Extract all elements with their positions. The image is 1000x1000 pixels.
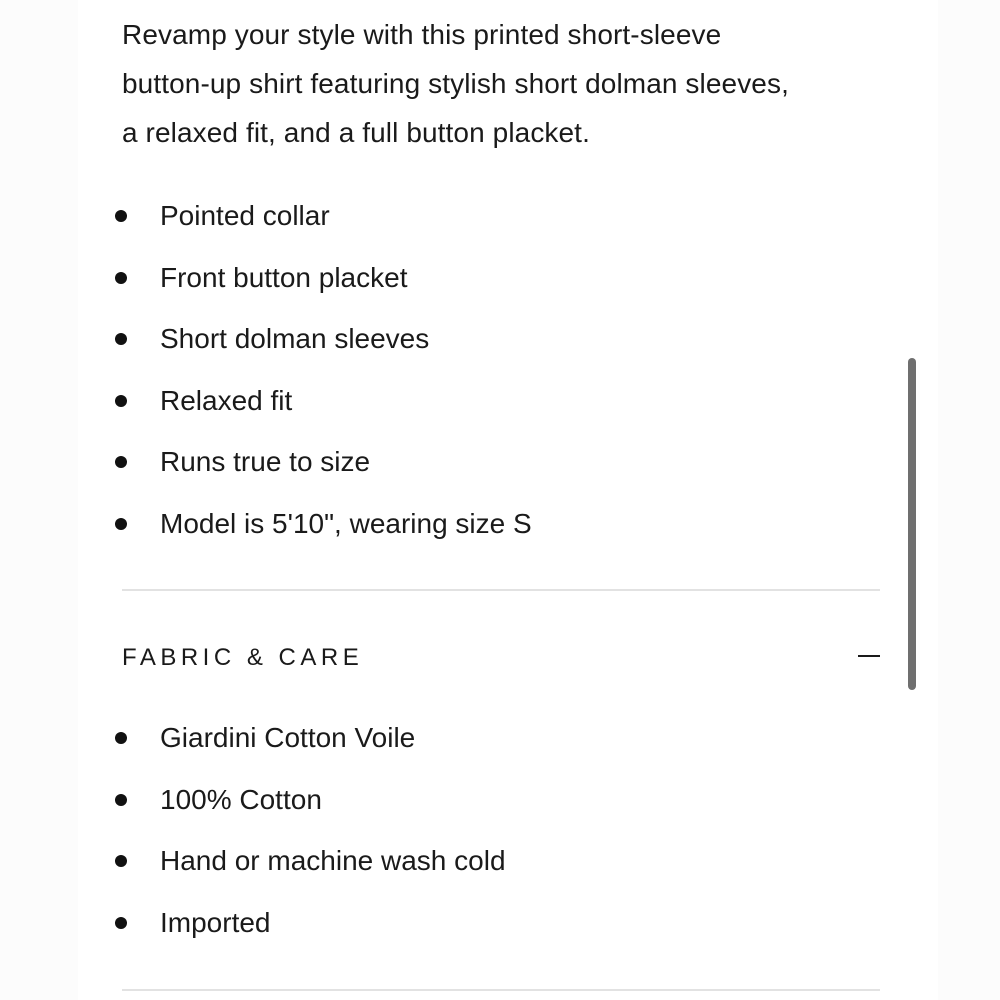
fabric-care-text: Imported: [160, 906, 271, 938]
feature-text: Runs true to size: [160, 446, 371, 478]
feature-text: Front button placket: [160, 261, 408, 293]
list-item: [0, 185, 800, 247]
fabric-care-title: FABRIC & CARE: [122, 644, 364, 671]
bullet-icon: [115, 333, 127, 345]
bullet-icon: [115, 210, 127, 222]
list-item: [0, 308, 800, 370]
bullet-icon: [115, 395, 127, 407]
fabric-care-text: Giardini Cotton Voile: [160, 722, 416, 753]
list-item: [0, 707, 800, 769]
feature-text: Short dolman sleeves: [160, 323, 430, 355]
bullet-icon: [115, 855, 127, 867]
feature-text: Pointed collar: [160, 200, 330, 231]
section-divider: [122, 589, 880, 591]
minus-icon[interactable]: [858, 655, 880, 657]
scrollbar-thumb[interactable]: [908, 358, 916, 690]
bullet-icon: [115, 917, 127, 929]
product-description: Revamp your style with this printed short-sleeve button-up shirt featuring stylish short dolman sleeves, a relaxed fit, and a full button placket.: [122, 19, 789, 148]
feature-text: Model is 5'10", wearing size S: [160, 507, 532, 539]
bullet-icon: [115, 518, 127, 530]
list-item: [0, 431, 800, 493]
fabric-care-accordion-header[interactable]: [122, 636, 880, 680]
list-item: [0, 370, 800, 432]
bullet-icon: [115, 794, 127, 806]
list-item: [0, 493, 800, 555]
list-item: [0, 769, 800, 831]
list-item: [0, 830, 800, 892]
feature-text: Relaxed fit: [160, 384, 293, 416]
feature-list: [0, 185, 800, 555]
list-item: [0, 247, 800, 309]
section-divider: [122, 989, 880, 991]
fabric-care-text: 100% Cotton: [160, 783, 322, 815]
fabric-care-list: [0, 707, 800, 953]
bullet-icon: [115, 732, 127, 744]
bullet-icon: [115, 456, 127, 468]
bullet-icon: [115, 272, 127, 284]
fabric-care-text: Hand or machine wash cold: [160, 845, 506, 877]
list-item: [0, 892, 800, 954]
